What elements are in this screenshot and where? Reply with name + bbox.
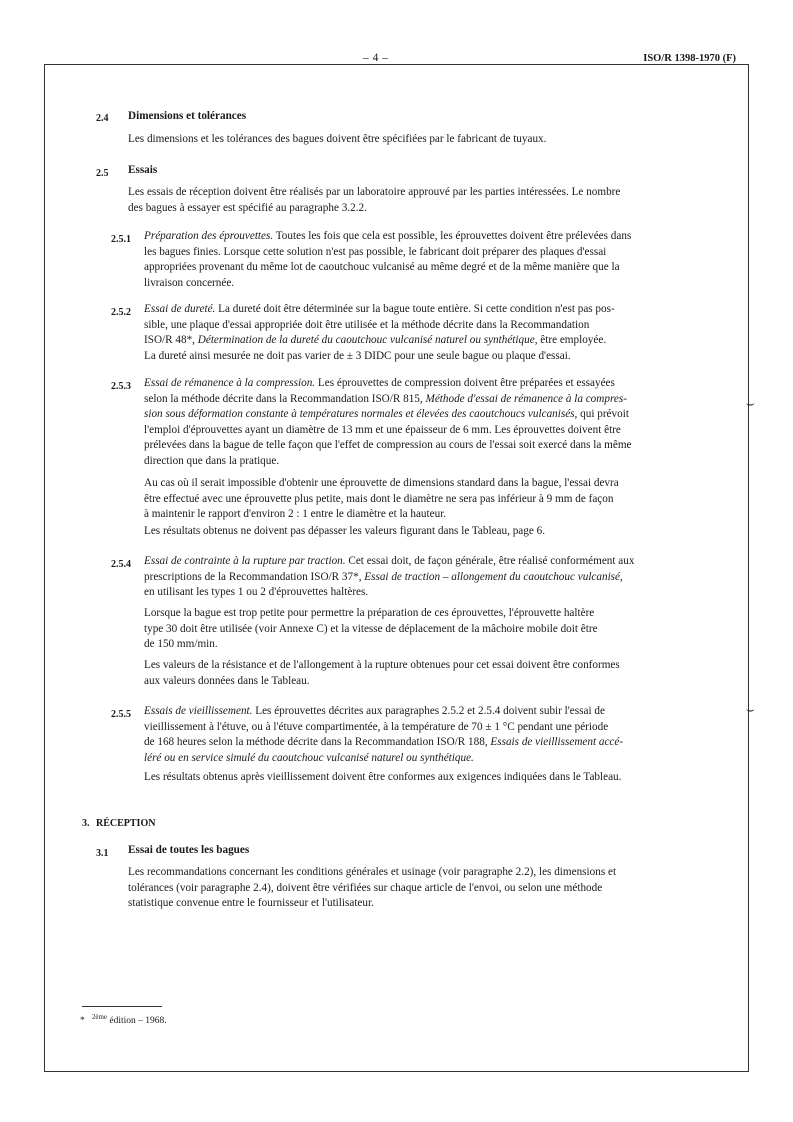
section-2-5-5-text: Essais de vieillissement. Les éprouvettes décrites aux paragraphes 2.5.2 et 2.5.4 doivent subir l'essai de vieillissement à l'étuve, ou à l'étuve compartimentée, à la température de 70 ± 1 °C pendant une période de 168 heures selon la méthode décrite dans la Recommandation ISO/R 188, Essais de vieillissement accé- léré ou en service simulé du caoutchouc vulcanisé naturel ou synthétique. xyxy=(144,705,624,764)
section-title-2-5-4: Essai de contrainte à la rupture par traction. xyxy=(144,555,346,567)
section-2-5-text: Les essais de réception doivent être réalisés par un laboratoire approuvé par les parties intéressées. Le nombre des bagues à essayer est spécifié au paragraphe 3.2.2. xyxy=(128,186,621,214)
section-number-2-5-3: 2.5.3 xyxy=(111,381,131,392)
footnote: * $^{2ème}$ édition – 1968. xyxy=(80,1013,167,1027)
section-2-5-4-text: Essai de contrainte à la rupture par traction. Cet essai doit, de façon générale, être réalisé conformément aux prescriptions de la Recommandation ISO/R 37*, Essai de traction – allongement du caoutchouc vulcanisé, en utilisant les types 1 ou 2 d'éprouvettes haltères. xyxy=(144,555,635,599)
document-id: ISO/R 1398-1970 (F) xyxy=(643,53,736,64)
section-number-2-5-4: 2.5.4 xyxy=(111,559,131,570)
section-number-2-5-1: 2.5.1 xyxy=(111,234,131,245)
section-title-2-5-5: Essais de vieillissement. xyxy=(144,705,253,717)
section-2-5-3-para-2: Au cas où il serait impossible d'obtenir une éprouvette de dimensions standard dans la bague, l'essai devra être effectué avec une éprouvette plus petite, mais dont le diamètre ne sera pas inférieur à 9 mm de façon à maintenir le rapport d'environ 2 : 1 entre le diamètre et la hauteur. xyxy=(144,477,619,521)
section-2-4-text: Les dimensions et les tolérances des bagues doivent être spécifiées par le fabricant de tuyaux. xyxy=(128,133,547,145)
section-number-3-1: 3.1 xyxy=(96,848,109,859)
section-2-5-3-para-3: Les résultats obtenus ne doivent pas dépasser les valeurs figurant dans le Tableau, page 6. xyxy=(144,525,546,537)
section-2-5-5-para-2: Les résultats obtenus après vieillissement doivent être conformes aux exigences indiquées dans le Tableau. xyxy=(144,771,622,783)
section-title-2-5-1: Préparation des éprouvettes. xyxy=(144,230,274,242)
section-2-5-3-text: Essai de rémanence à la compression. Les éprouvettes de compression doivent être préparées et essayées selon la méthode décrite dans la Recommandation ISO/R 815, Méthode d'essai de rémanence à la compres- sion sous déformation constante à températures normales et élevées des caoutchoucs vulcanisés, qui prévoit l'emploi d'éprouvettes ayant un diamètre de 13 mm et une épaisseur de 6 mm. Les éprouvettes doivent être prélevées dans la bague de telle façon que l'effet de compression au cours de l'essai soit exercé dans la même direction que dans la pratique. xyxy=(144,377,632,467)
section-3-1-text: Les recommandations concernant les conditions générales et usinage (voir paragraphe 2.2), les dimensions et tolérances (voir paragraphe 2.4), doivent être vérifiées sur chaque article de l'envoi, ou selon une méthode statistique convenue entre le fournisseur et l'utilisateur. xyxy=(128,866,617,910)
section-title-2-5-3: Essai de rémanence à la compression. xyxy=(144,377,316,389)
section-number-2-5: 2.5 xyxy=(96,168,109,179)
section-2-5-1-text: Préparation des éprouvettes. Toutes les fois que cela est possible, les éprouvettes doivent être prélevées dans les bagues finies. Lorsque cette solution n'est pas possible, le fabricant doit préparer des plaques d'essai appropriées provenant du même lot de caoutchouc vulcanisé au même degré et de la même manière que la livraison concernée. xyxy=(144,230,632,289)
section-title-3-1: Essai de toutes les bagues xyxy=(128,844,250,856)
section-number-2-4: 2.4 xyxy=(96,113,109,124)
section-title-2-4: Dimensions et tolérances xyxy=(128,110,247,122)
section-2-5-4-para-3: Les valeurs de la résistance et de l'allongement à la rupture obtenues pour cet essai doivent être conformes aux valeurs données dans le Tableau. xyxy=(144,659,620,687)
footnote-rule xyxy=(82,1006,162,1007)
section-title-3: RÉCEPTION xyxy=(96,818,156,829)
section-number-3: 3. xyxy=(82,818,90,829)
section-number-2-5-2: 2.5.2 xyxy=(111,307,131,318)
section-title-2-5: Essais xyxy=(128,164,158,176)
section-2-5-4-para-2: Lorsque la bague est trop petite pour permettre la préparation de ces éprouvettes, l'éprouvette haltère type 30 doit être utilisée (voir Annexe C) et la vitesse de déplacement de la mâchoire mobile doit être de 150 mm/min. xyxy=(144,607,598,651)
section-title-2-5-2: Essai de dureté. xyxy=(144,303,216,315)
section-number-2-5-5: 2.5.5 xyxy=(111,709,131,720)
page-number: – 4 – xyxy=(363,52,389,64)
margin-mark-2: ⌣ xyxy=(746,702,755,717)
section-2-5-2-text: Essai de dureté. La dureté doit être déterminée sur la bague toute entière. Si cette condition n'est pas pos- sible, une plaque d'essai appropriée doit être utilisée et la méthode décrite dans la Recommandation ISO/R 48*, Détermination de la dureté du caoutchouc vulcanisé naturel ou synthétique, être employée. La dureté ainsi mesurée ne doit pas varier de ± 3 DIDC pour une seule bague ou plaque d'essai. xyxy=(144,303,615,362)
margin-mark-1: ⌣ xyxy=(746,396,755,411)
